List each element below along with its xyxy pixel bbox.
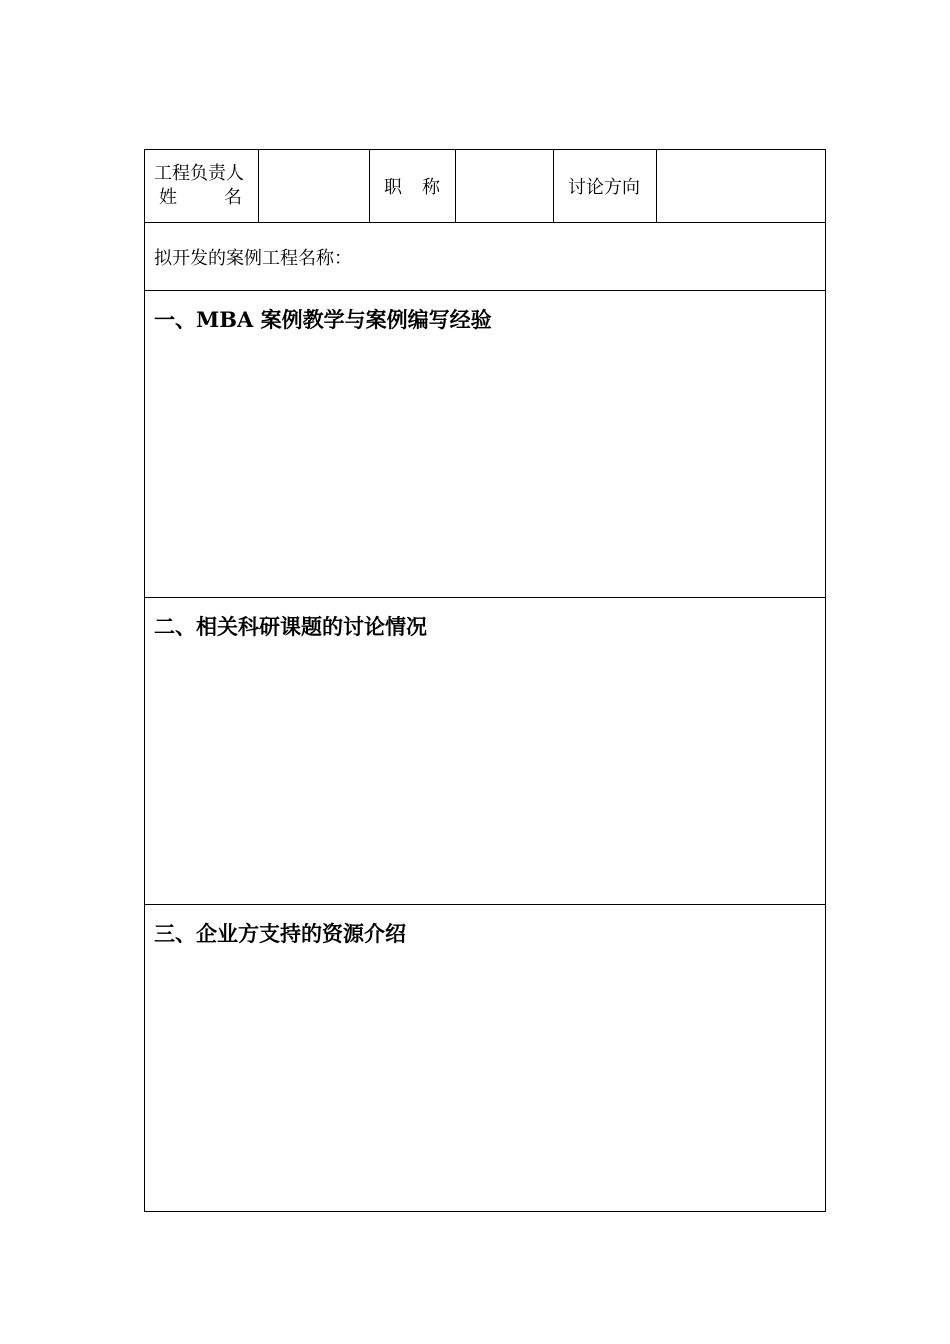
section-research-row	[145, 598, 826, 905]
leader-label-line2: 姓名	[159, 187, 242, 208]
leader-name-field[interactable]	[259, 150, 370, 223]
section-research-cell[interactable]	[145, 598, 826, 905]
section-resources-row	[145, 905, 826, 1212]
header-row	[145, 150, 826, 223]
research-direction-field[interactable]	[657, 150, 826, 223]
section-research-heading: 二、相关科研课题的讨论情况	[154, 614, 427, 639]
application-form-table	[144, 149, 826, 1212]
project-name-row	[145, 223, 826, 291]
section-experience-cell[interactable]	[145, 291, 826, 598]
section-experience-heading: 一、MBA 案例教学与案例编写经验	[154, 307, 492, 332]
leader-label-line1: 工程负责人	[154, 163, 244, 184]
project-name-cell[interactable]	[145, 223, 826, 291]
research-direction-label: 讨论方向	[568, 177, 640, 198]
project-name-label: 拟开发的案例工程名称：	[154, 247, 352, 269]
section-resources-cell[interactable]	[145, 905, 826, 1212]
section-experience-row	[145, 291, 826, 598]
section-resources-heading: 三、企业方支持的资源介绍	[154, 921, 406, 946]
leader-name-label	[154, 162, 258, 210]
leader-label-cell	[145, 150, 259, 223]
title-label-cell	[370, 150, 456, 223]
direction-label-cell	[554, 150, 657, 223]
title-field[interactable]	[456, 150, 554, 223]
title-label: 职称	[384, 177, 440, 198]
